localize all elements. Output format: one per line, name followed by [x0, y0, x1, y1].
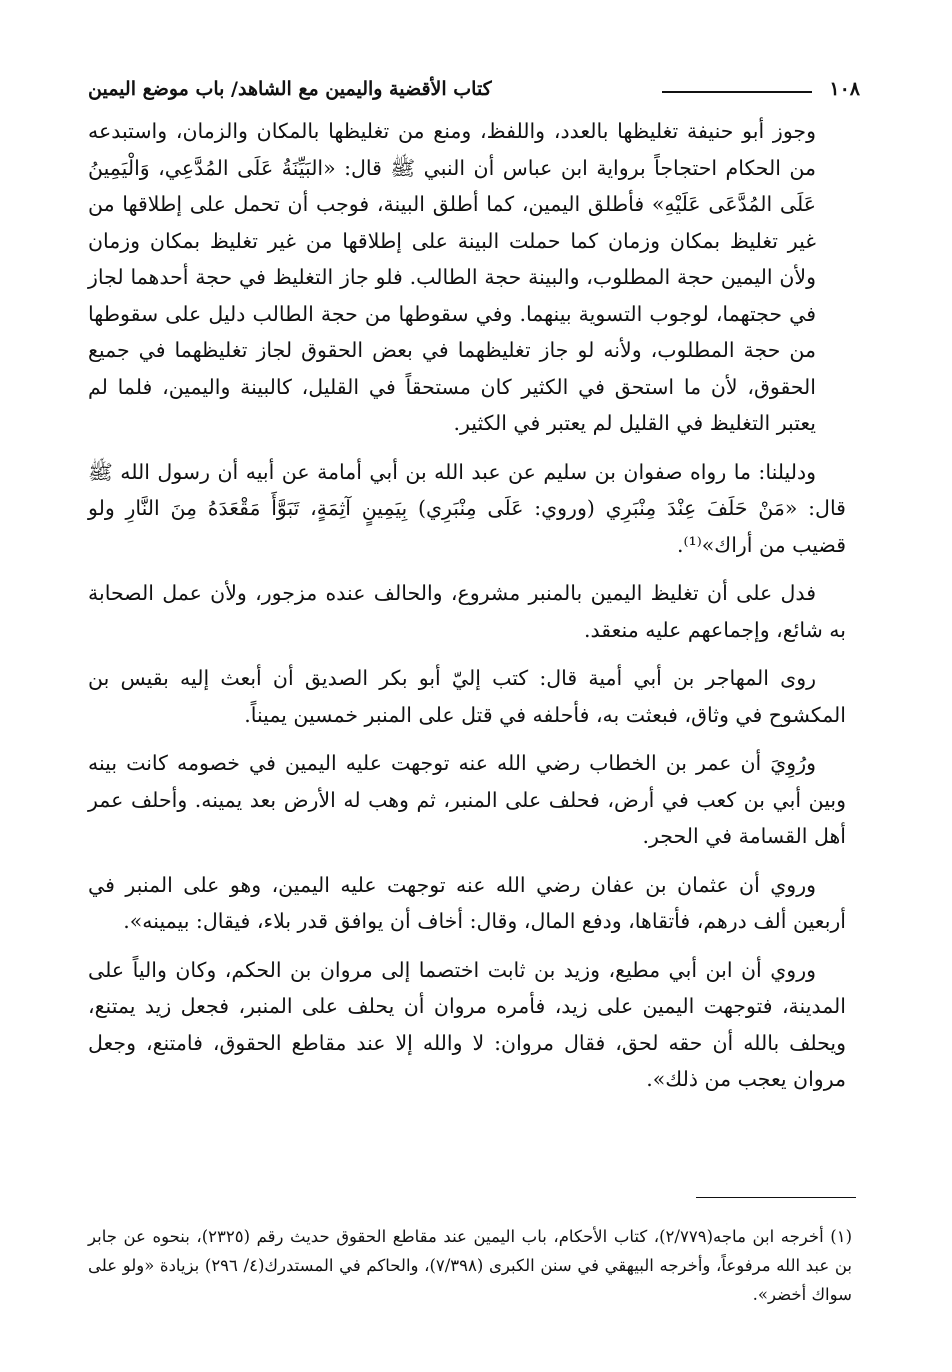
main-text	[88, 113, 846, 1110]
paragraph: روى المهاجر بن أبي أمية قال: كتب إليّ أبو بكر الصديق أن أبعث إليه بقيس بن المكشوح في وثاق، فبعثت به، فأحلفه في قتل على المنبر خمسين يميناً.	[88, 666, 846, 727]
paragraph: وروي أن عثمان بن عفان رضي الله عنه توجهت عليه اليمين، وهو على المنبر في أربعين ألف درهم، فأتقاها، ودفع المال، وقال: أخاف أن يوافق قدر بلاء، فيقال: بيمينه».	[88, 872, 846, 933]
paragraph: ورُوِيَ أن عمر بن الخطاب رضي الله عنه توجهت عليه اليمين في خصومه كانت بينه وبين أبي بن كعب في أرض، فحلف على المنبر، ثم وهب له الأرض بعد يمينه. وأحلف عمر أهل القسامة في الحجر.	[88, 751, 846, 848]
paragraph: ودليلنا: ما رواه صفوان بن سليم عن عبد الله بن أبي أمامة عن أبيه أن رسول الله ﷺ قال: «مَنْ حَلَفَ عِنْدَ مِنْبَرِي (وروي: عَلَى مِنْبَرِي) بِيَمِينٍ آثِمَةٍ، تَبَوَّأَ مَقْعَدَهُ مِنَ النَّارِ ولو قضيب من أراك»⁽¹⁾.	[88, 459, 846, 557]
paragraph: وروي أن ابن أبي مطيع، وزيد بن ثابت اختصما إلى مروان بن الحكم، وكان والياً على المدينة، فتوجهت اليمين على زيد، فأمره مروان أن يحلف على المنبر، فجعل زيد يمتنع، ويحلف بالله أن حقه لحق، فقال مروان: لا والله إلا عند مقاطع الحقوق، فامتنع، وجعل مروان يعجب من ذلك».	[88, 957, 846, 1091]
footnote: (١) أخرجه ابن ماجه(٢/٧٧٩)، كتاب الأحكام، باب اليمين عند مقاطع الحقوق حديث رقم (٢٣٢٥)، بنحوه عن جابر بن عبد الله مرفوعاً، وأخرجه البيهقي في سنن الكبرى (٧/٣٩٨)، والحاكم في المستدرك(٤/ ٢٩٦) بزيادة «ولو على سواك أخضر».	[88, 1227, 853, 1304]
page-header	[88, 78, 860, 106]
page-number: ١٠٨	[829, 78, 860, 100]
paragraph: وجوز أبو حنيفة تغليظها بالعدد، واللفظ، ومنع من تغليظها بالمكان والزمان، واستبدعه من الحكام احتجاجاً برواية ابن عباس أن النبي ﷺ قال: «البَيِّنَةُ عَلَى المُدَّعِي، وَالْيَمِينُ عَلَى المُدَّعَى عَلَيْهِ» فأطلق اليمين، كما أطلق البينة، فوجب أن تحمل على إطلاقها من غير تغليظ بمكان وزمان كما حملت البينة على إطلاقها من غير تغليظ بمكان وزمان ولأن اليمين حجة المطلوب، والبينة حجة الطالب. فلو جاز التغليظ في حجة أحدهما لجاز في حجتهما، لوجوب التسوية بينهما. وفي سقوطها من حجة الطالب دليل على سقوطها من حجة المطلوب، ولأنه لو جاز تغليظهما في بعض الحقوق لجاز تغليظهما في جميع الحقوق، لأن ما استحق في الكثير كان مستحقاً في القليل، كالبينة واليمين، فلما لم يعتبر التغليظ في القليل لم يعتبر في الكثير.	[88, 119, 816, 435]
header-rule	[662, 91, 812, 93]
running-title: كتاب الأقضية واليمين مع الشاهد/ باب موضع اليمين	[88, 78, 492, 100]
paragraph: فدل على أن تغليظ اليمين بالمنبر مشروع، والحالف عنده مزجور، ولأن عمل الصحابة به شائع، وإجماعهم عليه منعقد.	[88, 581, 846, 642]
footnote-separator	[696, 1197, 856, 1198]
